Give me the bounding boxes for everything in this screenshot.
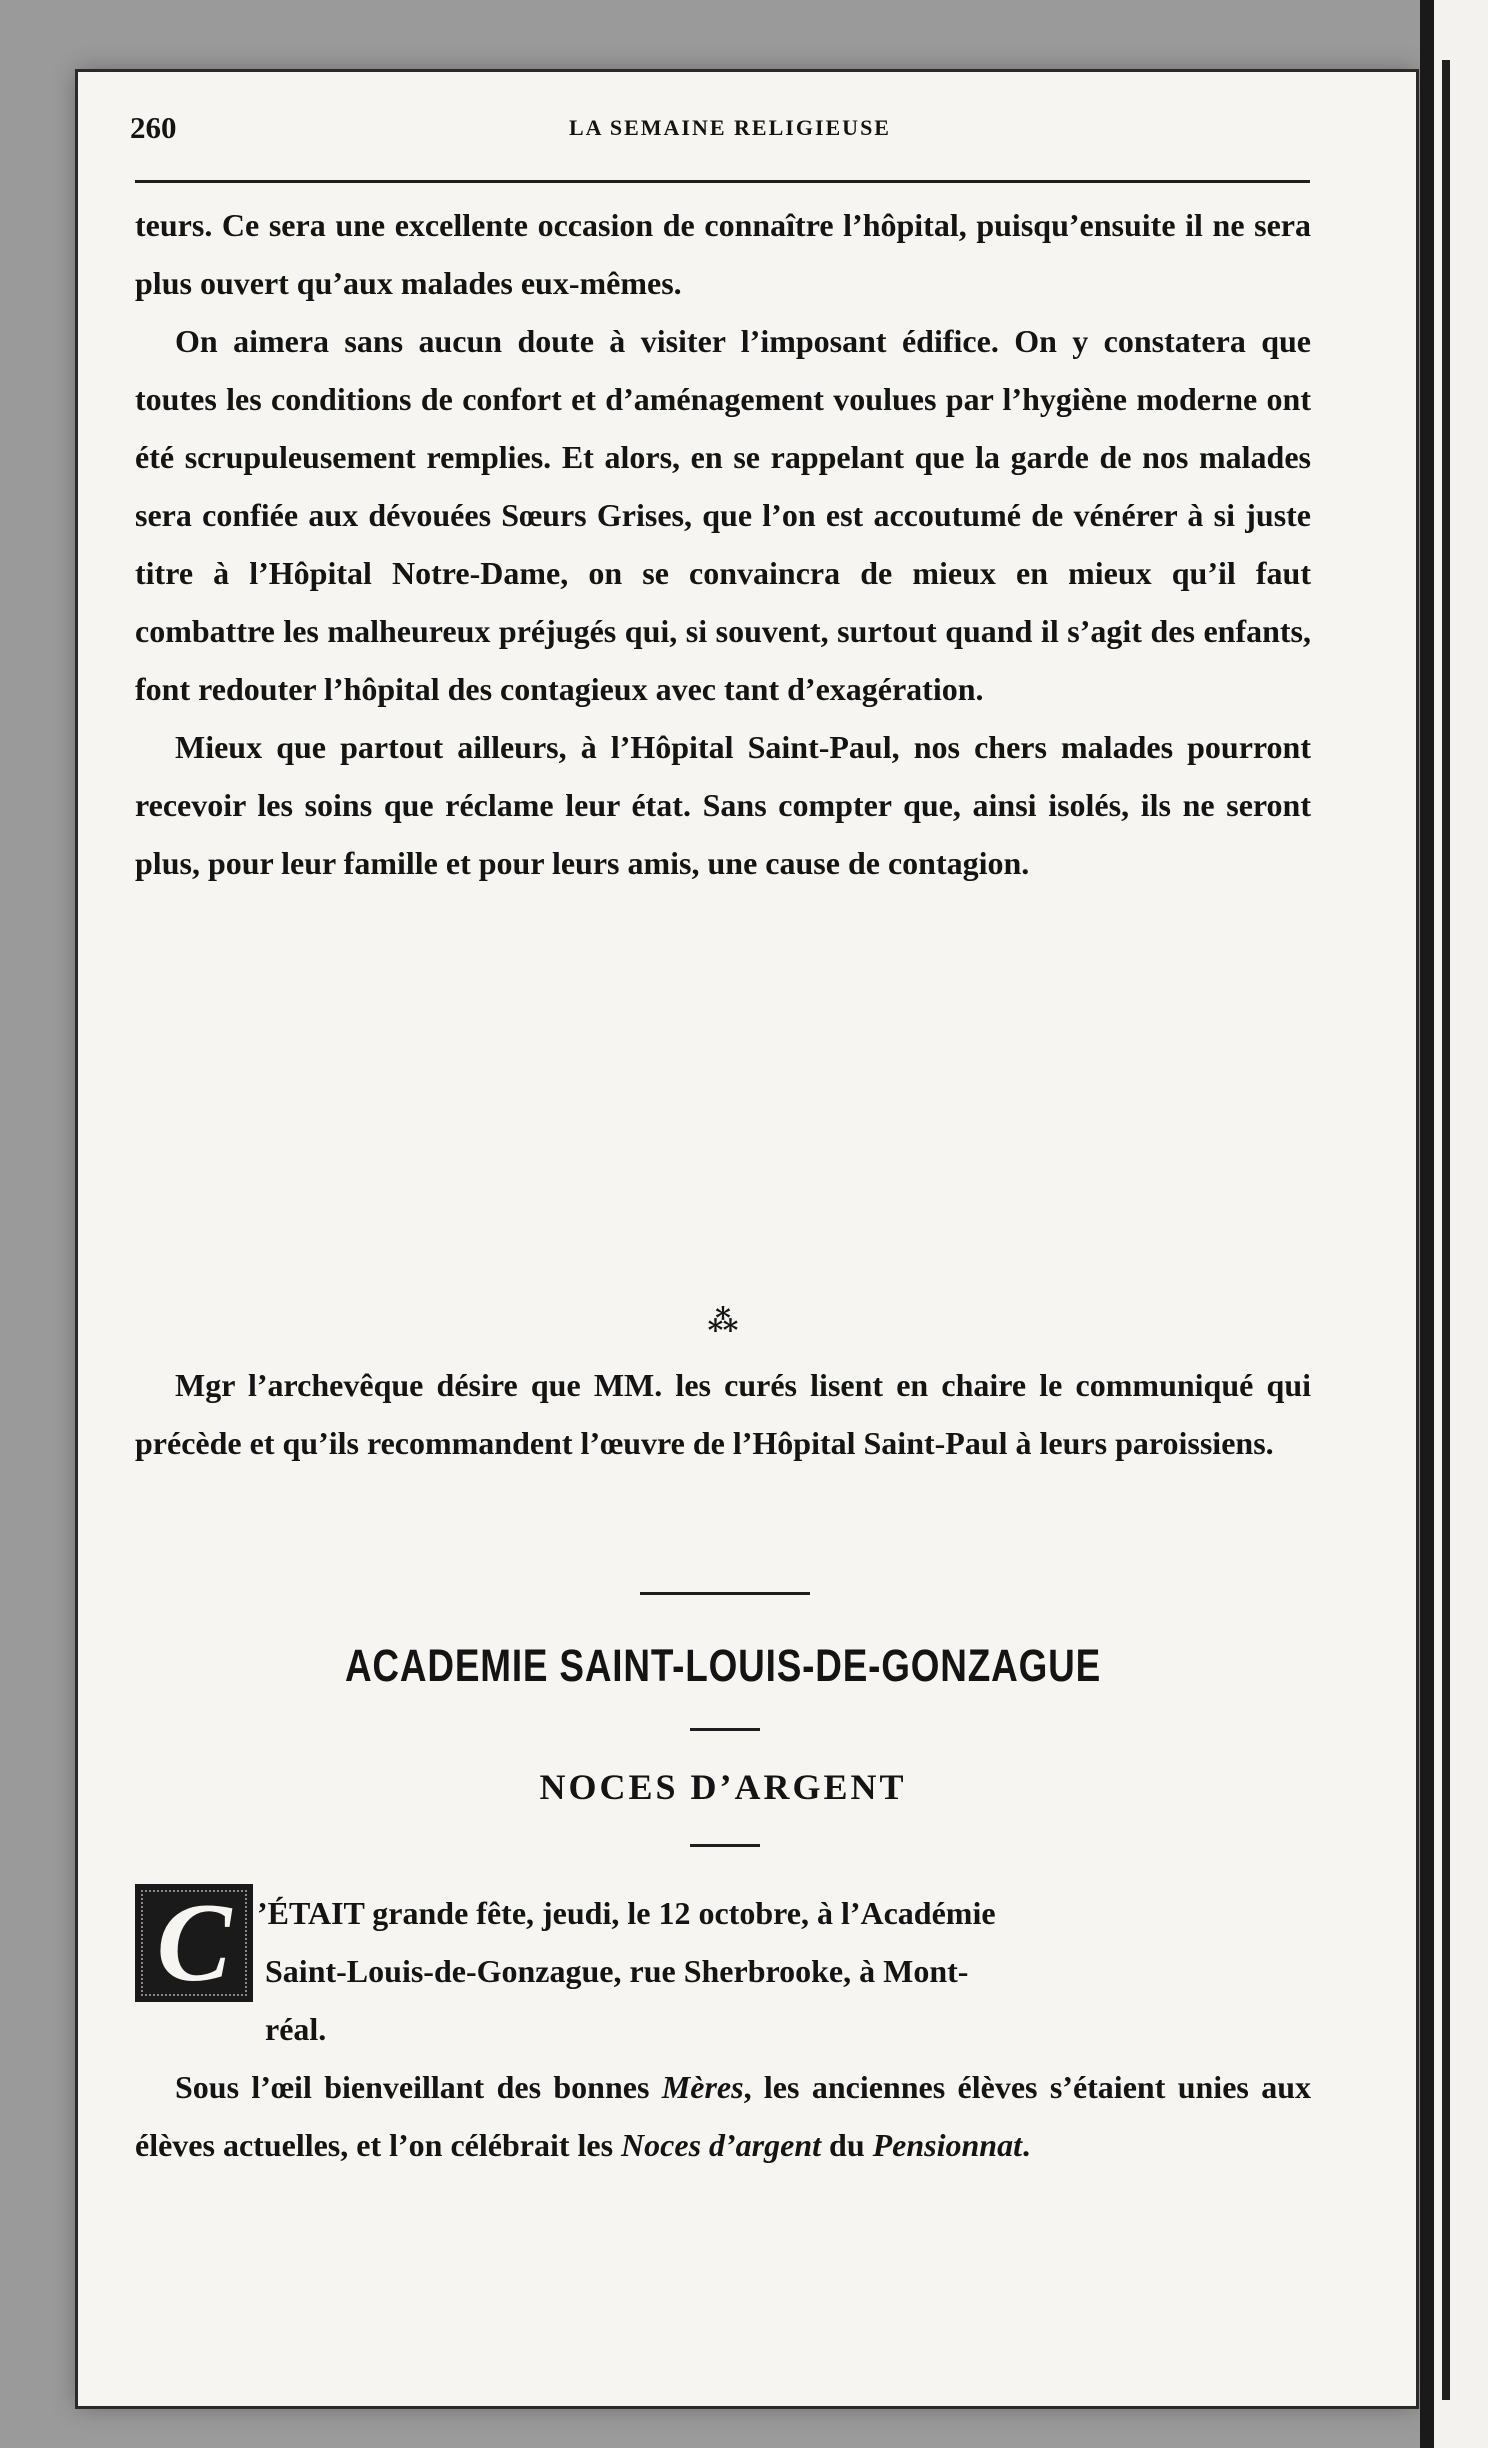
short-rule-3 [690, 1844, 760, 1847]
header-rule [135, 180, 1310, 183]
paragraph-2: On aimera sans aucun doute à visiter l’imposant édifice. On y constatera que toutes les conditions de confort et d’aménagement voulues par l’hygiène moderne ont été scrupuleusement remplies. Et alors, en se rappelant que la garde de nos malades sera confiée aux dévouées Sœurs Grises, que l’on est accoutumé de vénérer à si juste titre à l’Hôpital Notre-Dame, on se convaincra de mieux en mieux qu’il faut combattre les malheureux préjugés qui, si souvent, surtout quand il s’agit des enfants, font redouter l’hôpital des contagieux avec tant d’exagération. [135, 323, 1311, 707]
adjacent-page-edge [1420, 0, 1488, 2448]
opening-paragraph [135, 1881, 1312, 2174]
short-rule-2 [690, 1728, 760, 1731]
opening-line-2: Saint-Louis-de-Gonzague, rue Sherbrooke, à Mont- [265, 1953, 969, 1989]
archbishop-paragraph: Mgr l’archevêque désire que MM. les curés lisent en chaire le communiqué qui précède et qu’ils recommandent l’œuvre de l’Hôpital Saint-Paul à leurs paroissiens. [135, 1367, 1311, 1461]
meres-italic: Mères [661, 2069, 744, 2105]
opening-line-1: ’ÉTAIT grande fête, jeudi, le 12 octobre, à l’Académie [257, 1895, 996, 1931]
page-number: 260 [130, 110, 177, 145]
last-paragraph-text-3: du [821, 2127, 873, 2163]
noces-italic: Noces d’argent [621, 2127, 822, 2163]
asterism-separator: ⁂ [707, 1305, 739, 1338]
pensionnat-italic: Pensionnat [872, 2127, 1022, 2163]
opening-line-3: réal. [265, 2011, 327, 2047]
running-title: LA SEMAINE RELIGIEUSE [569, 115, 891, 140]
section-title: ACADEMIE SAINT-LOUIS-DE-GONZAGUE [344, 1640, 1102, 1691]
last-paragraph-text-1: Sous l’œil bienveillant des bonnes [175, 2069, 662, 2105]
last-paragraph [135, 2058, 1311, 2174]
page-body [135, 196, 1311, 892]
ornamental-dropcap: C [135, 1884, 253, 2002]
paragraph-1: teurs. Ce sera une excellente occasion de connaître l’hôpital, puisqu’ensuite il ne sera plus ouvert qu’aux malades eux-mêmes. [135, 207, 1311, 301]
short-rule-1 [640, 1592, 810, 1595]
section-subtitle: NOCES D’ARGENT [539, 1767, 907, 1807]
last-paragraph-text-4: . [1021, 2127, 1030, 2163]
last-paragraph-text-2: , les anciennes élèves s’étaient unies aux élèves actuelles, et l’on célébrait les [135, 2069, 1312, 2163]
paragraph-3: Mieux que partout ailleurs, à l’Hôpital Saint-Paul, nos chers malades pourront recevoir les soins que réclame leur état. Sans compter que, ainsi isolés, ils ne seront plus, pour leur famille et pour leurs amis, une cause de contagion. [135, 729, 1311, 881]
binding-strip [1442, 60, 1450, 2400]
page-header [130, 110, 1310, 160]
